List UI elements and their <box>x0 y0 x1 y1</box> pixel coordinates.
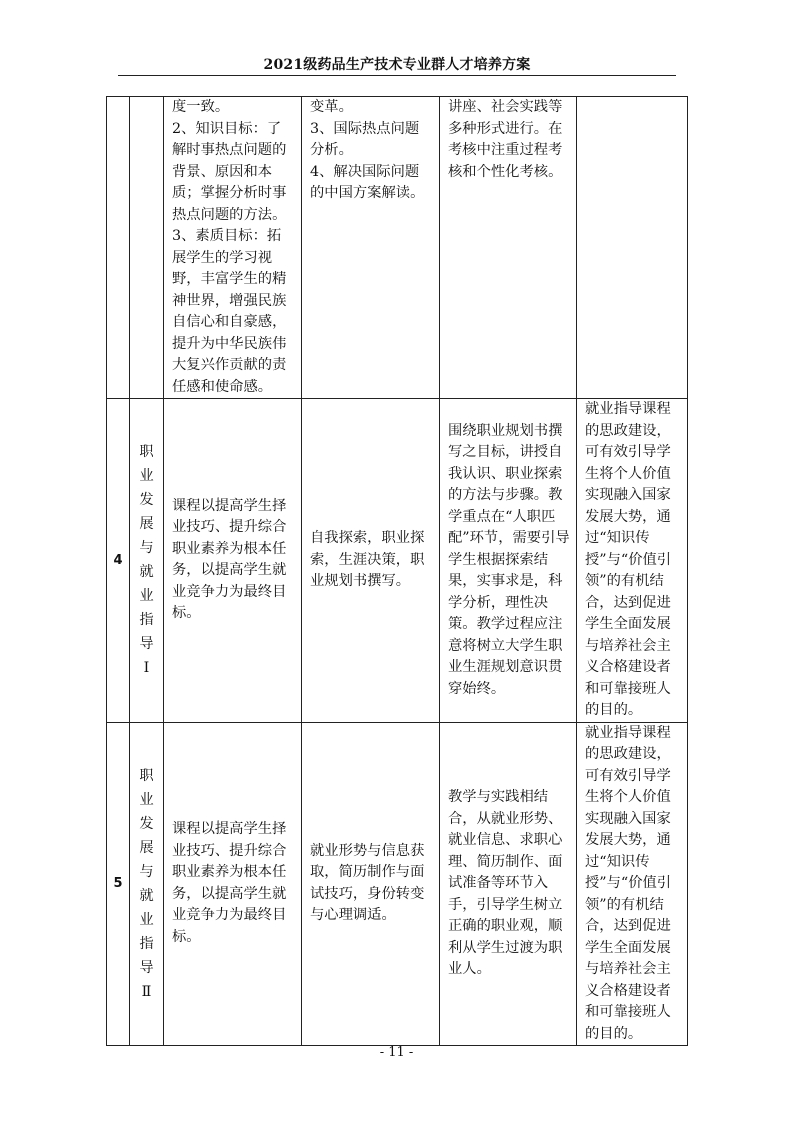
course-name-cell <box>130 722 164 1046</box>
course-name-cell <box>130 97 164 399</box>
table-row <box>107 97 688 399</box>
document-header-title: 2021级药品生产技术专业群人才培养方案 <box>263 57 531 73</box>
ideology-cell <box>577 722 688 1046</box>
requirements-cell <box>440 722 577 1046</box>
course-name: 职业发展与就业指导Ⅰ <box>139 444 154 677</box>
ideology-cell <box>577 399 688 723</box>
row-number: 4 <box>107 399 130 723</box>
row-number <box>107 97 130 399</box>
ideology-notes: 就业指导课程的思政建设，可有效引导学生将个人价值实现融入国家发展大势，通过“知识传授”与“价值引领”的有机结合，达到促进学生全面发展与培养社会主义合格建设者和可靠接班人的目的。 <box>585 724 672 1042</box>
course-content: 自我探索，职业探索，生涯决策，职业规划书撰写。 <box>310 530 425 589</box>
objectives-cell <box>164 722 302 1046</box>
course-objectives: 课程以提高学生择业技巧、提升综合职业素养为根本任务，以提高学生就业竞争力为最终目标。 <box>172 821 287 945</box>
teaching-requirements: 讲座、社会实践等多种形式进行。在考核中注重过程考核和个性化考核。 <box>448 99 563 180</box>
content-cell <box>302 97 440 399</box>
table-row <box>107 399 688 723</box>
content-cell <box>302 399 440 723</box>
content-cell <box>302 722 440 1046</box>
course-objectives: 度一致。 2、知识目标：了解时事热点问题的背景、原因和本质；掌握分析时事热点问题的方法。 3、素质目标：拓展学生的学习视野，丰富学生的精神世界，增强民族自信心和自豪感，提升为中华民族伟大复兴作贡献的责任感和使命感。 <box>172 99 287 395</box>
objectives-cell <box>164 97 302 399</box>
course-content: 就业形势与信息获取，简历制作与面试技巧，身份转变与心理调适。 <box>310 842 425 924</box>
course-name: 职业发展与就业指导Ⅱ <box>139 767 154 1000</box>
header-rule <box>118 75 676 76</box>
ideology-notes: 就业指导课程的思政建设，可有效引导学生将个人价值实现融入国家发展大势，通过“知识传授”与“价值引领”的有机结合，达到促进学生全面发展与培养社会主义合格建设者和可靠接班人的目的。 <box>585 401 672 718</box>
course-table <box>106 96 688 1046</box>
requirements-cell <box>440 97 577 399</box>
teaching-requirements: 教学与实践相结合，从就业形势、就业信息、求职心理、简历制作、面试准备等环节入手，引导学生树立正确的职业观，顺利从学生过渡为职业人。 <box>448 789 563 977</box>
objectives-cell <box>164 399 302 723</box>
course-content: 变革。 3、国际热点问题分析。 4、解决国际问题的中国方案解读。 <box>310 99 425 201</box>
table-row <box>107 722 688 1046</box>
ideology-cell <box>577 97 688 399</box>
row-number: 5 <box>107 722 130 1046</box>
course-name-cell <box>130 399 164 723</box>
course-objectives: 课程以提高学生择业技巧、提升综合职业素养为根本任务，以提高学生就业竞争力为最终目标。 <box>172 497 287 622</box>
requirements-cell <box>440 399 577 723</box>
teaching-requirements: 围绕职业规划书撰写之目标，讲授自我认识、职业探索的方法与步骤。教学重点在“人职匹配”环节，需要引导学生根据探索结果，实事求是，科学分析，理性决策。教学过程应注意将树立大学生职业生涯规划意识贯穿始终。 <box>448 422 570 697</box>
page-number: - 11 - <box>379 1045 414 1060</box>
